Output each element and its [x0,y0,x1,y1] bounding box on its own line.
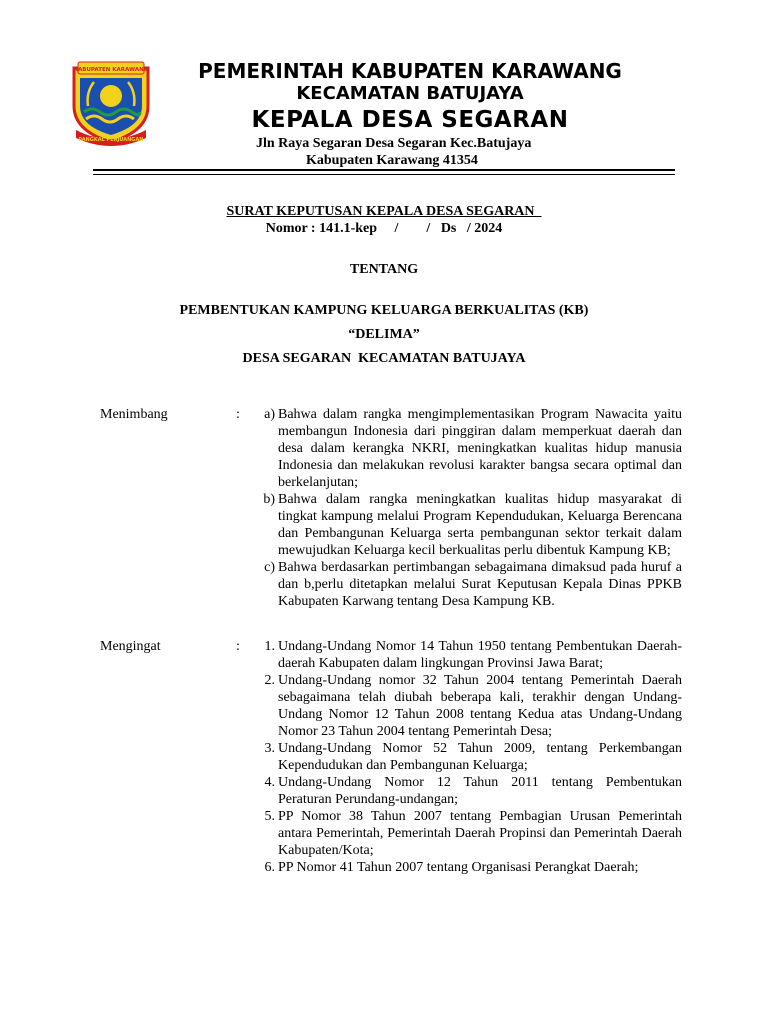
mengingat-colon: : [236,639,240,654]
menimbang-colon: : [236,407,240,422]
list-item-marker: 2. [264,673,275,688]
decree-tentang: TENTANG [349,262,419,277]
list-item-text: Bahwa dalam rangka meningkatkan kualitas hidup masyarakat di tingkat kampung melalui Program Kependudukan, Keluarga Berencana dan Pembangunan Keluarga serta pembangunan sektor terkait dalam mewujudkan Keluarga kecil berkualitas perlu dibentuk Kampung KB; [278,492,682,558]
mengingat-label: Mengingat [100,639,161,654]
list-item-text: Undang-Undang nomor 32 Tahun 2004 tentang Pemerintah Daerah sebagaimana telah diubah beberapa kali, terakhir dengan Undang-Undang Nomor 12 Tahun 2008 tentang Kedua atas Undang-Undang Nomor 23 Tahun 2004 tentang Pemerintah Desa; [278,673,682,739]
address-line-1: Jln Raya Segaran Desa Segaran Kec.Batujaya [256,136,532,151]
menimbang-label: Menimbang [100,407,168,422]
decree-title: SURAT KEPUTUSAN KEPALA DESA SEGARAN [226,204,542,219]
list-item-marker: 6. [264,860,275,875]
mengingat-list [256,638,682,876]
government-name: PEMERINTAH KABUPATEN KARAWANG [198,59,622,83]
list-item-marker: 5. [264,809,275,824]
list-item-marker: a) [264,407,275,422]
svg-text:PANGKAL PERJUANGAN: PANGKAL PERJUANGAN [78,137,144,143]
list-item [256,672,682,740]
list-item [256,740,682,774]
list-item-text: Bahwa berdasarkan pertimbangan sebagaimana dimaksud pada huruf a dan b,perlu ditetapkan melalui Surat Keputusan Kepala Dinas PPKB Kabupaten Karwang tentang Desa Kampung KB. [278,560,682,609]
list-item-marker: 1. [264,639,275,654]
list-item [256,774,682,808]
list-item-text: Undang-Undang Nomor 14 Tahun 1950 tentang Pembentukan Daerah-daerah Kabupaten dalam lingkungan Provinsi Jawa Barat; [278,639,682,671]
list-item [256,406,682,491]
header-divider-thick [93,169,675,171]
list-item-marker: 4. [264,775,275,790]
office-name: KEPALA DESA SEGARAN [251,107,569,133]
list-item-text: PP Nomor 41 Tahun 2007 tentang Organisasi Perangkat Daerah; [278,860,639,875]
list-item-marker: b) [263,492,275,507]
list-item-text: Bahwa dalam rangka mengimplementasikan Program Nawacita yaitu membangun Indonesia dari pinggiran dalam memperkuat daerah dan desa dalam kerangka NKRI, meningkatkan kualitas hidup manusia Indonesia dan melakukan revolusi karakter bangsa secara optimal dan berkelanjutan; [278,407,682,490]
list-item [256,559,682,610]
address-line-2: Kabupaten Karawang 41354 [306,153,478,168]
kampung-name: “DELIMA” [348,327,420,342]
list-item [256,808,682,859]
header-divider-thin [93,174,675,175]
list-item-text: Undang-Undang Nomor 12 Tahun 2011 tentang Pembentukan Peraturan Perundang-undangan; [278,775,682,807]
menimbang-list [256,406,682,610]
decree-place: DESA SEGARAN KECAMATAN BATUJAYA [242,351,526,366]
regency-emblem-icon [66,56,156,146]
list-item-text: Undang-Undang Nomor 52 Tahun 2009, tentang Perkembangan Kependudukan dan Pembangunan Keluarga; [278,741,682,773]
list-item-text: PP Nomor 38 Tahun 2007 tentang Pembagian Urusan Pemerintah antara Pemerintah, Pemerintah Daerah Propinsi dan Pemerintah Daerah Kabupaten/Kota; [278,809,682,858]
list-item-marker: 3. [264,741,275,756]
list-item [256,859,682,876]
list-item-marker: c) [264,560,275,575]
decree-subject: PEMBENTUKAN KAMPUNG KELUARGA BERKUALITAS (KB) [179,303,589,318]
list-item [256,638,682,672]
district-name: KECAMATAN BATUJAYA [296,83,524,104]
svg-text:KABUPATEN KARAWANG: KABUPATEN KARAWANG [73,67,149,73]
list-item [256,491,682,559]
decree-number: Nomor : 141.1-kep / / Ds / 2024 [265,221,503,236]
